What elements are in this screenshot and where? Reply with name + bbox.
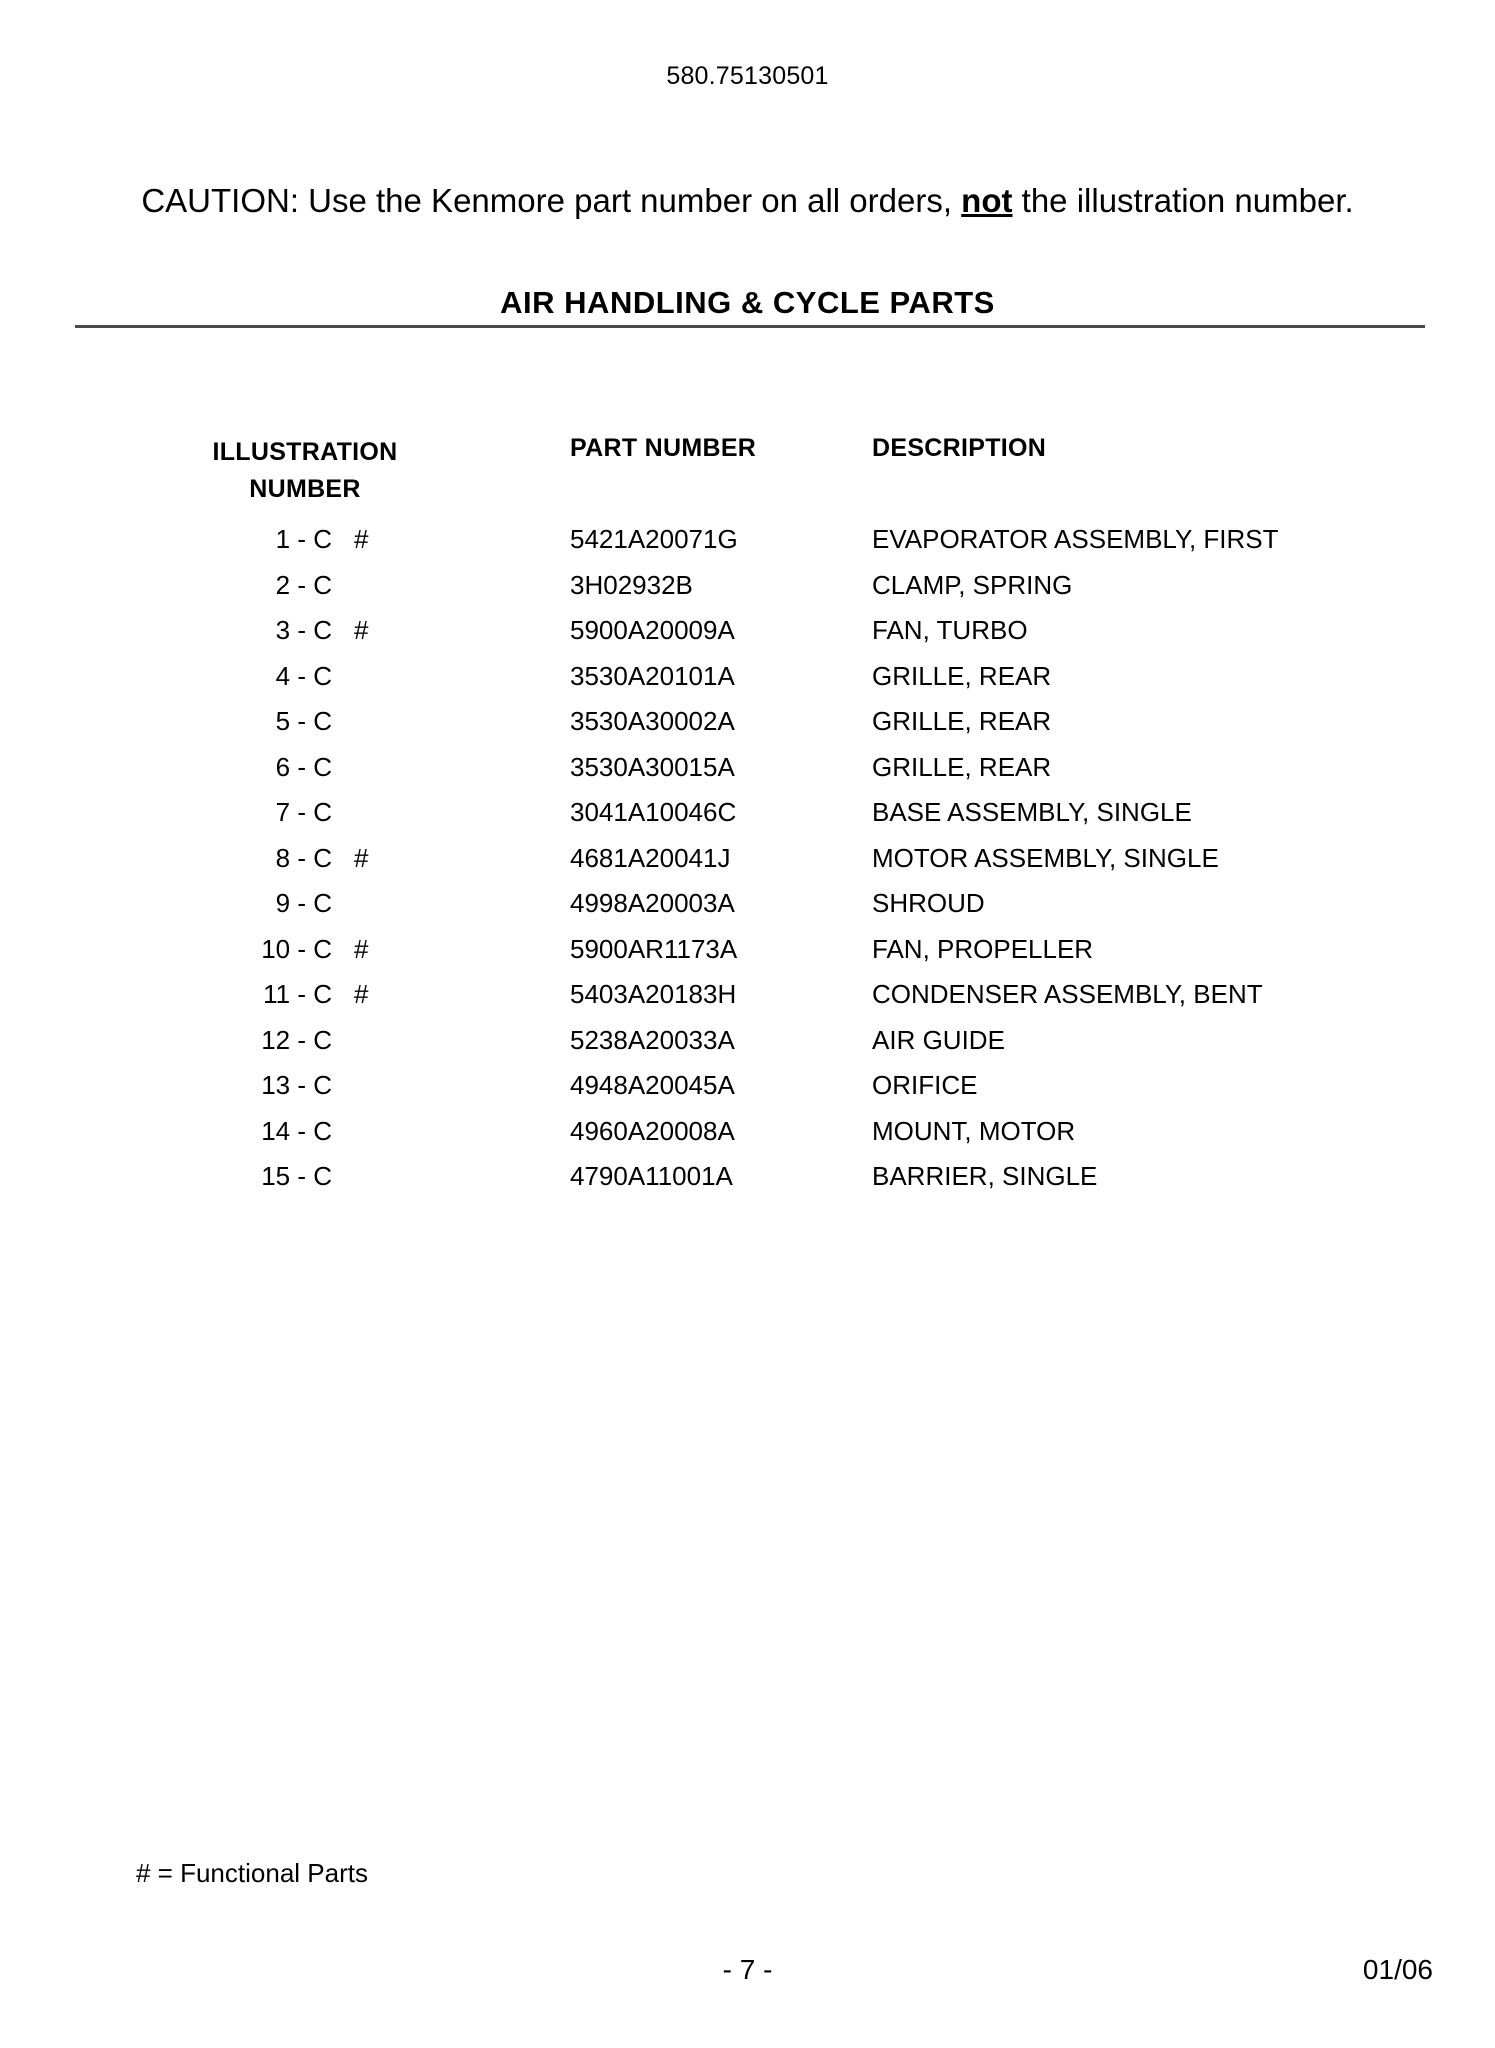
table-row	[0, 752, 1495, 798]
cell-part-number: 4960A20008A	[570, 1115, 735, 1146]
cell-description: SHROUD	[872, 888, 985, 918]
cell-part-number: 5900A20009A	[570, 615, 735, 645]
table-row	[0, 570, 1495, 616]
caution-text-after: the illustration number.	[1021, 182, 1354, 219]
cell-description: GRILLE, REAR	[872, 751, 1052, 782]
functional-parts-legend: # = Functional Parts	[136, 1858, 368, 1888]
page-number: - 7 -	[722, 1954, 773, 1985]
cell-part-number: 3H02932B	[570, 569, 693, 600]
illustration-number-value: 13 - C	[261, 1070, 332, 1100]
cell-illustration-number	[200, 570, 448, 601]
cell-illustration-number	[200, 1161, 448, 1192]
illustration-number-value: 2 - C	[275, 569, 332, 600]
cell-illustration-number	[200, 1070, 448, 1101]
cell-part-number: 3530A30002A	[570, 706, 735, 736]
column-header-part-number: PART NUMBER	[570, 434, 757, 462]
cell-part-number: 5900AR1173A	[570, 933, 738, 964]
illustration-number-value: 8 - C	[275, 842, 332, 873]
cell-illustration-number	[200, 706, 448, 737]
illustration-number-value: 10 - C	[261, 933, 332, 964]
cell-illustration-number	[200, 524, 448, 555]
cell-illustration-number	[200, 979, 448, 1010]
cell-description: GRILLE, REAR	[872, 706, 1052, 736]
illustration-number-value: 14 - C	[261, 1115, 332, 1146]
model-number: 580.75130501	[666, 62, 829, 90]
illustration-number-value: 4 - C	[275, 660, 332, 691]
cell-description: FAN, PROPELLER	[872, 933, 1094, 964]
cell-description: BASE ASSEMBLY, SINGLE	[872, 797, 1192, 827]
illustration-number-value: 6 - C	[275, 751, 332, 782]
illustration-number-value: 11 - C	[263, 979, 332, 1009]
cell-part-number: 3041A10046C	[570, 797, 737, 827]
illustration-number-value: 12 - C	[261, 1024, 332, 1055]
table-row	[0, 706, 1495, 752]
cell-part-number: 3530A20101A	[570, 660, 735, 691]
table-row	[0, 1161, 1495, 1207]
functional-part-marker: #	[354, 524, 369, 554]
section-title: AIR HANDLING & CYCLE PARTS	[500, 285, 995, 320]
table-row	[0, 979, 1495, 1025]
cell-description: GRILLE, REAR	[872, 660, 1052, 691]
cell-description: FAN, TURBO	[872, 615, 1028, 645]
illustration-number-value: 1 - C	[275, 524, 332, 554]
illustration-number-value: 5 - C	[275, 706, 332, 736]
cell-part-number: 5421A20071G	[570, 524, 738, 554]
cell-illustration-number	[200, 1025, 448, 1056]
table-row	[0, 1116, 1495, 1162]
illustration-number-value: 3 - C	[275, 615, 332, 645]
table-row	[0, 1025, 1495, 1071]
cell-illustration-number	[200, 888, 448, 919]
cell-description: EVAPORATOR ASSEMBLY, FIRST	[872, 524, 1279, 554]
title-divider-rule	[75, 325, 1425, 328]
cell-part-number: 4681A20041J	[570, 842, 731, 873]
cell-description: MOTOR ASSEMBLY, SINGLE	[872, 842, 1219, 873]
cell-part-number: 4948A20045A	[570, 1070, 735, 1100]
table-header-row	[0, 434, 1495, 508]
table-row	[0, 888, 1495, 934]
cell-illustration-number	[200, 934, 448, 965]
cell-illustration-number	[200, 797, 448, 828]
illustration-number-value: 7 - C	[275, 797, 332, 827]
column-header-illustration-line1: ILLUSTRATION	[212, 438, 398, 466]
cell-description: CONDENSER ASSEMBLY, BENT	[872, 979, 1263, 1009]
table-row	[0, 934, 1495, 980]
column-header-description: DESCRIPTION	[872, 434, 1047, 462]
cell-part-number: 4790A11001A	[570, 1161, 733, 1191]
cell-description: MOUNT, MOTOR	[872, 1115, 1076, 1146]
cell-illustration-number	[200, 615, 448, 646]
caution-text-before: CAUTION: Use the Kenmore part number on all orders,	[141, 182, 952, 219]
cell-illustration-number	[200, 1116, 448, 1147]
revision-date: 01/06	[1362, 1954, 1433, 1985]
cell-description: AIR GUIDE	[872, 1024, 1005, 1055]
caution-statement	[0, 182, 1495, 220]
caution-emphasis-not: not	[961, 182, 1013, 219]
functional-part-marker: #	[354, 842, 369, 873]
table-row	[0, 615, 1495, 661]
cell-part-number: 3530A30015A	[570, 751, 735, 782]
table-row	[0, 661, 1495, 707]
illustration-number-value: 15 - C	[261, 1161, 332, 1191]
cell-part-number: 5403A20183H	[570, 979, 737, 1009]
functional-part-marker: #	[354, 615, 369, 645]
table-row	[0, 524, 1495, 570]
cell-description: CLAMP, SPRING	[872, 569, 1073, 600]
table-row	[0, 843, 1495, 889]
cell-illustration-number	[200, 843, 448, 874]
table-row	[0, 797, 1495, 843]
functional-part-marker: #	[354, 933, 369, 964]
functional-part-marker: #	[354, 979, 369, 1009]
cell-description: BARRIER, SINGLE	[872, 1161, 1098, 1191]
column-header-illustration-line2: NUMBER	[249, 475, 361, 503]
column-header-illustration-number	[200, 434, 410, 508]
cell-part-number: 5238A20033A	[570, 1024, 735, 1055]
cell-part-number: 4998A20003A	[570, 888, 735, 918]
illustration-number-value: 9 - C	[275, 888, 332, 918]
parts-table	[0, 434, 1495, 1207]
table-body	[0, 524, 1495, 1207]
cell-description: ORIFICE	[872, 1070, 978, 1100]
cell-illustration-number	[200, 661, 448, 692]
cell-illustration-number	[200, 752, 448, 783]
table-row	[0, 1070, 1495, 1116]
